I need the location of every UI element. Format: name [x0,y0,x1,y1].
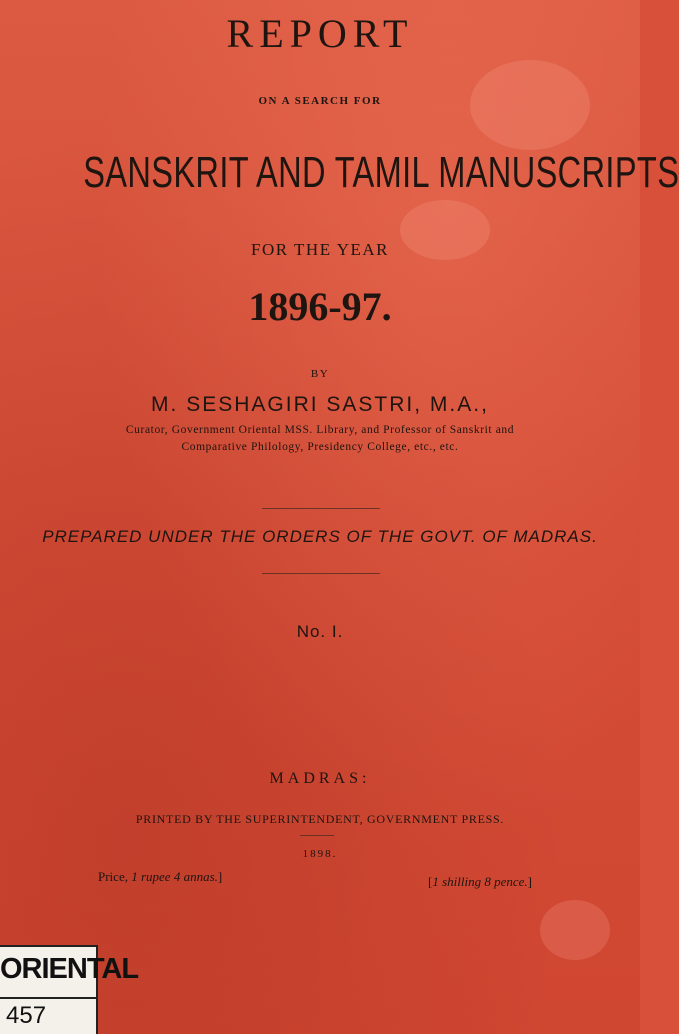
price-shilling [428,874,532,890]
author-name: M. SESHAGIRI SASTRI, M.A., [151,393,489,416]
paper-stain [540,900,610,960]
price-bracket: [ [428,874,433,889]
volume-number: No. I. [296,622,344,641]
divider-rule [300,835,334,836]
author-position-line-2: Comparative Philology, Presidency College, etc., etc. [181,441,459,453]
publication-year: 1898. [302,848,338,860]
shelf-label-divider [0,997,96,999]
subtitle-on-search: ON A SEARCH FOR [258,95,382,107]
divider-rule [262,508,380,509]
price-bracket: ] [527,874,533,889]
for-the-year: FOR THE YEAR [251,240,389,259]
price-label: Price, [98,869,128,884]
author-position-line-1: Curator, Government Oriental MSS. Library, and Professor of Sanskrit and [125,424,515,436]
publication-place: MADRAS: [269,770,371,787]
by-label: BY [310,368,330,380]
divider-rule [262,573,380,574]
shelf-label-collection: ORIENTAL [0,953,139,985]
subject-heading: SANSKRIT AND TAMIL MANUSCRIPTS [83,148,679,197]
report-title: REPORT [226,11,414,56]
price-rupee [98,869,222,885]
price-rupee-value: 1 rupee 4 annas. [131,869,218,884]
shelf-label-number: 457 [6,1002,47,1029]
prepared-under-orders: PREPARED UNDER THE ORDERS OF THE GOVT. OF MADRAS. [42,527,598,546]
price-shilling-value: 1 shilling 8 pence. [432,874,528,889]
report-years: 1896-97. [248,284,392,329]
library-shelf-label [0,945,139,1034]
price-bracket: ] [217,869,223,884]
printer-line: PRINTED BY THE SUPERINTENDENT, GOVERNMENT PRESS. [135,812,505,826]
